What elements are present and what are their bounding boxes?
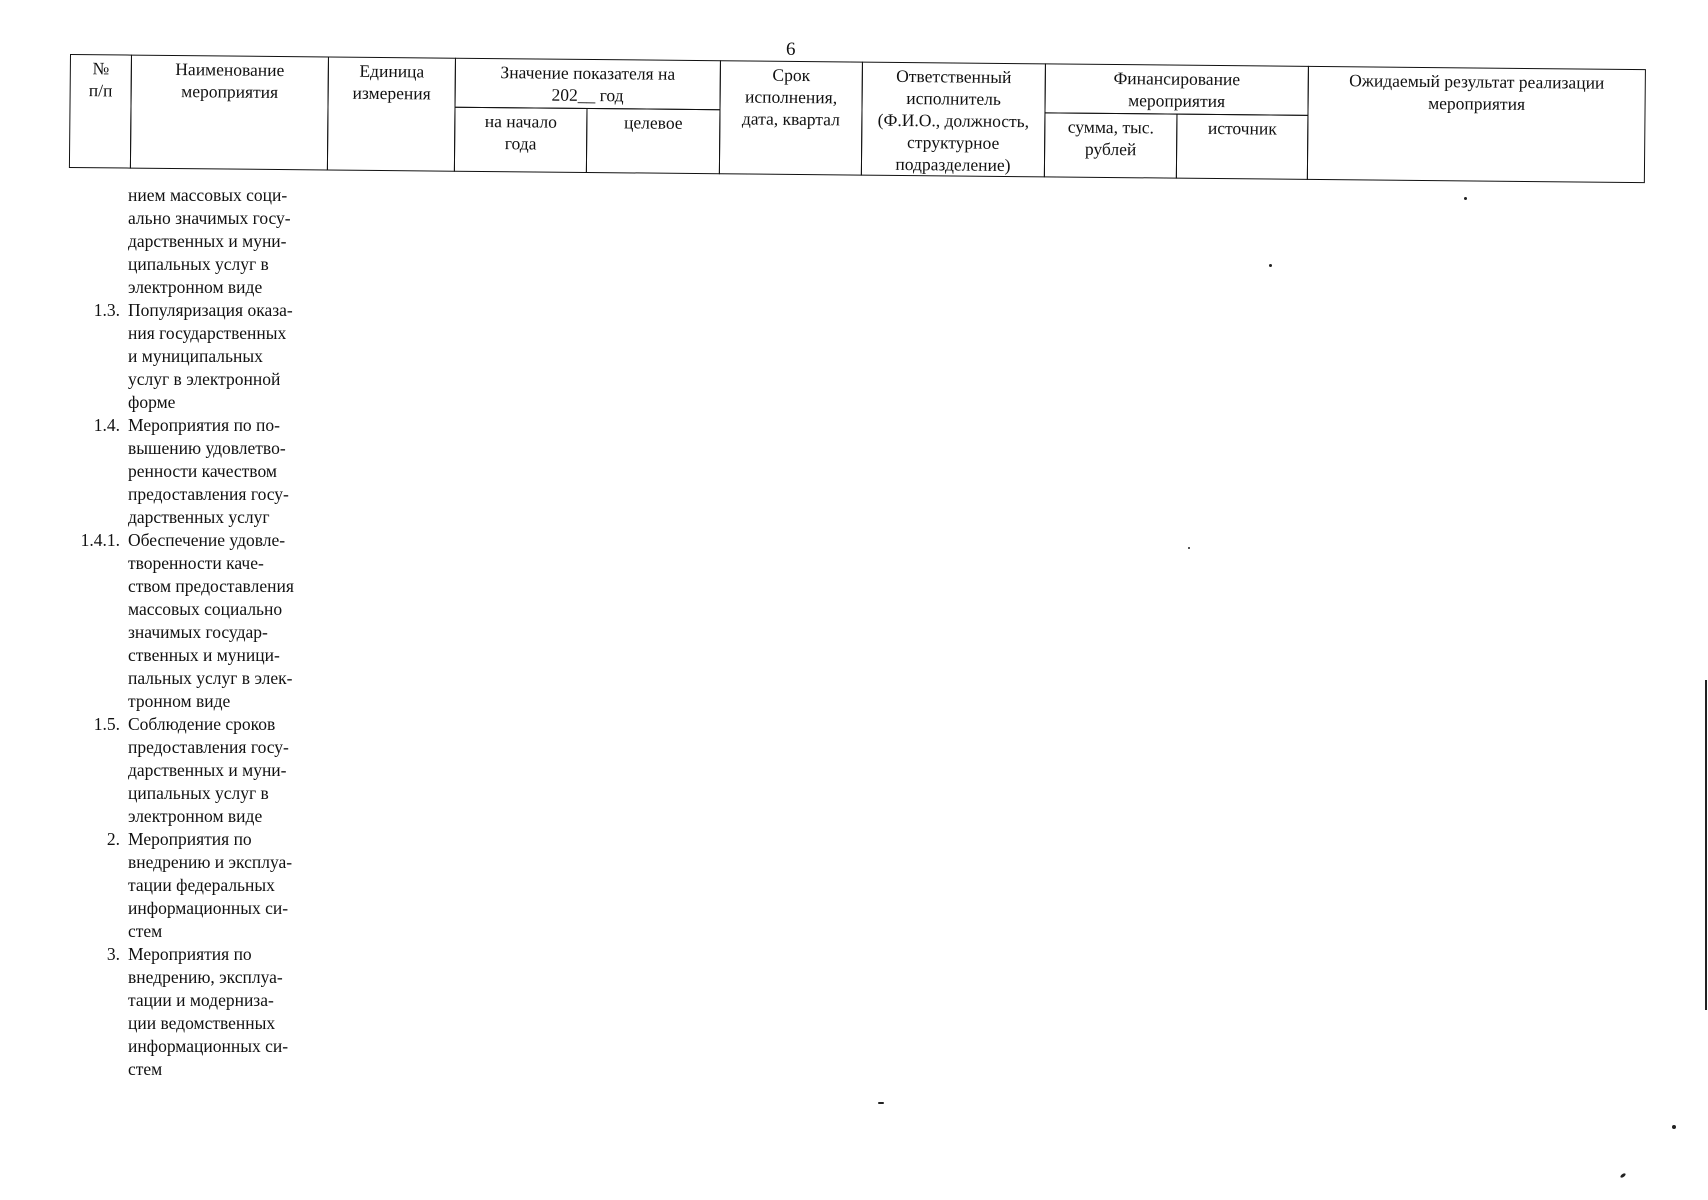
row-number: 3.	[106, 944, 120, 964]
table-body	[70, 184, 340, 1081]
header-indicator-start: на начало года	[454, 107, 588, 173]
scan-speck	[878, 1102, 884, 1104]
row-number: 1.4.	[93, 415, 120, 435]
header-num: № п/п	[69, 54, 132, 169]
row-text: Мероприятия по по- вышению удовлетво- ренности качеством предоставления госу- дарственных услуг	[128, 415, 289, 527]
scan-speck	[1672, 1125, 1676, 1129]
row-text: Соблюдение сроков предоставления госу- дарственных и муни- ципальных услуг в электронном виде	[128, 714, 289, 826]
row-text: Обеспечение удовле- творенности каче- ством предоставления массовых социально значимых государ- ственных и муници- пальных услуг в элек- тронном виде	[128, 530, 294, 711]
scan-speck	[1620, 1173, 1627, 1179]
header-result: Ожидаемый результат реализации мероприятия	[1307, 66, 1646, 183]
row-text: нием массовых соци- ально значимых госу- дарственных и муни- ципальных услуг в электронном виде	[128, 185, 291, 297]
header-financing-source: источник	[1176, 114, 1309, 180]
scan-speck	[1269, 264, 1272, 267]
table-row	[70, 299, 340, 414]
table-row	[70, 414, 340, 529]
header-financing: Финансирование мероприятия	[1044, 63, 1308, 116]
header-indicator: Значение показателя на 202__ год	[455, 58, 721, 111]
header-indicator-target: целевое	[586, 108, 721, 174]
page-number: 6	[786, 39, 796, 60]
row-text: Популяризация оказа- ния государственных и муниципальных услуг в электронной форме	[128, 300, 293, 412]
table-row	[70, 713, 340, 828]
table-row	[70, 828, 340, 943]
scan-edge-line	[1705, 680, 1707, 1010]
scan-speck	[1464, 197, 1467, 200]
row-number: 1.5.	[93, 714, 120, 734]
header-deadline: Срок исполнения, дата, квартал	[719, 60, 863, 175]
scan-speck	[1188, 547, 1190, 549]
table-row	[70, 943, 340, 1081]
header-financing-sum: сумма, тыс. рублей	[1044, 112, 1178, 178]
table-row	[70, 529, 340, 713]
row-text: Мероприятия по внедрению, эксплуа- тации и модерниза- ции ведомственных информационных си- стем	[128, 944, 289, 1079]
header-responsible: Ответственный исполнитель (Ф.И.О., должность, структурное подразделение)	[861, 62, 1046, 178]
header-unit: Единица измерения	[327, 56, 456, 171]
row-number: 1.3.	[93, 300, 120, 320]
table-row	[70, 184, 340, 299]
row-number: 1.4.1.	[80, 530, 120, 550]
row-number: 2.	[106, 829, 120, 849]
table-header	[69, 54, 1650, 199]
header-name: Наименование мероприятия	[130, 55, 329, 171]
row-text: Мероприятия по внедрению и эксплуа- тации федеральных информационных си- стем	[128, 829, 293, 941]
